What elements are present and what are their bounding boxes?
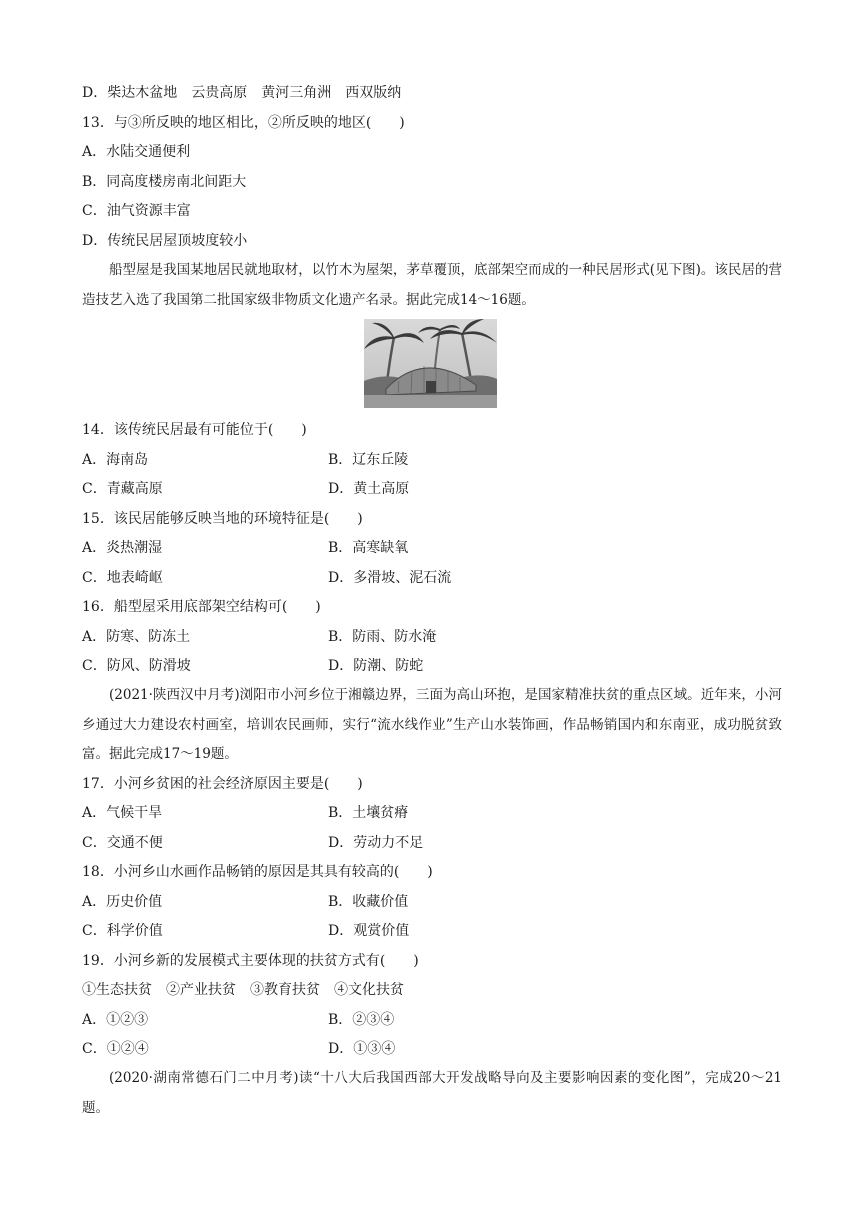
boat-house-photo: [364, 319, 497, 408]
q13-option-b: B．同高度楼房南北间距大: [82, 174, 247, 190]
q16-option-b: B．防雨、防水淹: [328, 629, 437, 645]
intro-paragraph-14-16: 船型屋是我国某地居民就地取材，以竹木为屋架，茅草覆顶，底部架空而成的一种民居形式(见下图)。该民居的营造技艺入选了我国第二批国家级非物质文化遗产名录。据此完成14～16题。: [82, 262, 782, 308]
q19-option-c: C．①②④: [82, 1041, 149, 1057]
q13-option-d: D．传统民居屋顶坡度较小: [82, 233, 248, 249]
q17-option-d: D．劳动力不足: [328, 835, 424, 851]
q14-option-b: B．辽东丘陵: [328, 452, 409, 468]
q18-option-b: B．收藏价值: [328, 894, 409, 910]
q15-stem: 15．该民居能够反映当地的环境特征是( ): [82, 511, 363, 527]
q19-stem: 19．小河乡新的发展模式主要体现的扶贫方式有( ): [82, 953, 419, 969]
q15-option-c: C．地表崎岖: [82, 570, 163, 586]
q17-stem: 17．小河乡贫困的社会经济原因主要是( ): [82, 776, 363, 792]
q14-stem: 14．该传统民居最有可能位于( ): [82, 422, 307, 438]
q14-option-d: D．黄土高原: [328, 481, 410, 497]
q19-option-a: A．①②③: [82, 1012, 149, 1028]
q13-option-a: A．水陆交通便利: [82, 144, 191, 160]
q16-option-d: D．防潮、防蛇: [328, 658, 424, 674]
q12-option-d: D．柴达木盆地 云贵高原 黄河三角洲 西双版纳: [82, 85, 402, 101]
intro-paragraph-20-21: (2020·湖南常德石门二中月考)读“十八大后我国西部大开发战略导向及主要影响因素的变化图”，完成20～21题。: [82, 1070, 782, 1116]
intro-paragraph-17-19: (2021·陕西汉中月考)浏阳市小河乡位于湘赣边界，三面为高山环抱，是国家精准扶贫的重点区域。近年来，小河乡通过大力建设农村画室，培训农民画师，实行“流水线作业”生产山水装饰画，作品畅销国内和东南亚，成功脱贫致富。据此完成17～19题。: [82, 687, 782, 762]
q15-option-d: D．多滑坡、泥石流: [328, 570, 452, 586]
q17-option-b: B．土壤贫瘠: [328, 805, 409, 821]
q13-option-c: C．油气资源丰富: [82, 203, 191, 219]
q16-stem: 16．船型屋采用底部架空结构可( ): [82, 599, 321, 615]
q18-option-d: D．观赏价值: [328, 923, 410, 939]
q18-stem: 18．小河乡山水画作品畅销的原因是其具有较高的( ): [82, 864, 433, 880]
q15-option-a: A．炎热潮湿: [82, 540, 163, 556]
q19-option-b: B．②③④: [328, 1012, 395, 1028]
q16-option-a: A．防寒、防冻土: [82, 629, 191, 645]
q19-items: ①生态扶贫 ②产业扶贫 ③教育扶贫 ④文化扶贫: [82, 982, 404, 998]
q18-option-a: A．历史价值: [82, 894, 163, 910]
q15-option-b: B．高寒缺氧: [328, 540, 409, 556]
q17-option-c: C．交通不便: [82, 835, 163, 851]
q14-option-a: A．海南岛: [82, 452, 149, 468]
q16-option-c: C．防风、防滑坡: [82, 658, 191, 674]
q17-option-a: A．气候干旱: [82, 805, 163, 821]
q18-option-c: C．科学价值: [82, 923, 163, 939]
q13-stem: 13．与③所反映的地区相比，②所反映的地区( ): [82, 115, 405, 131]
q14-option-c: C．青藏高原: [82, 481, 163, 497]
q19-option-d: D．①③④: [328, 1041, 396, 1057]
